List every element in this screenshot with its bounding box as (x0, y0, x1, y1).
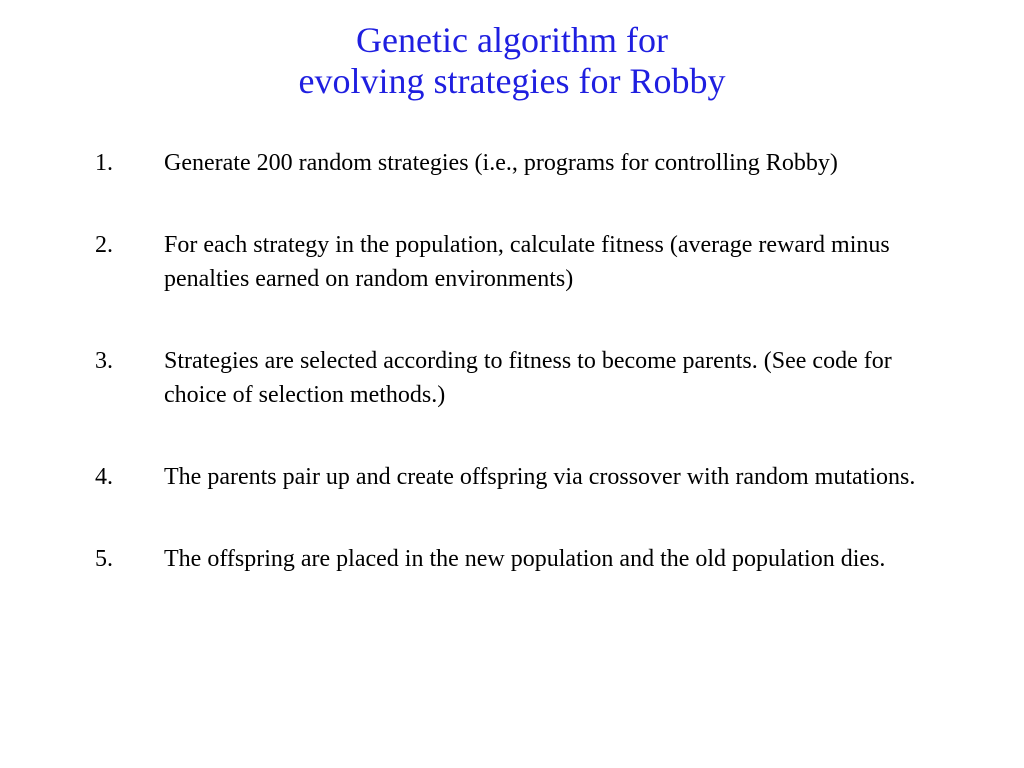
list-item-text: The offspring are placed in the new population and the old population dies. (164, 546, 886, 572)
list-item-text: For each strategy in the population, calculate fitness (average reward minus penalties earned on random environments) (164, 232, 890, 292)
list-item (95, 344, 945, 412)
list-item-number: 4. (95, 464, 113, 490)
list-item-text: Strategies are selected according to fitness to become parents. (See code for choice of selection methods.) (164, 348, 892, 408)
slide-title-line-2: evolving strategies for Robby (298, 61, 726, 101)
list-item-number: 2. (95, 232, 113, 258)
list-item-text: The parents pair up and create offspring via crossover with random mutations. (164, 464, 916, 490)
list-item (95, 542, 945, 576)
slide-title (0, 20, 1024, 102)
list-item-number: 5. (95, 546, 113, 572)
list-item (95, 228, 945, 296)
list-item-number: 1. (95, 150, 113, 176)
list-item-text: Generate 200 random strategies (i.e., programs for controlling Robby) (164, 150, 838, 176)
list-item (95, 460, 945, 494)
list-item-number: 3. (95, 348, 113, 374)
steps-list (95, 146, 945, 624)
slide-title-line-1: Genetic algorithm for (356, 20, 668, 60)
list-item (95, 146, 945, 180)
